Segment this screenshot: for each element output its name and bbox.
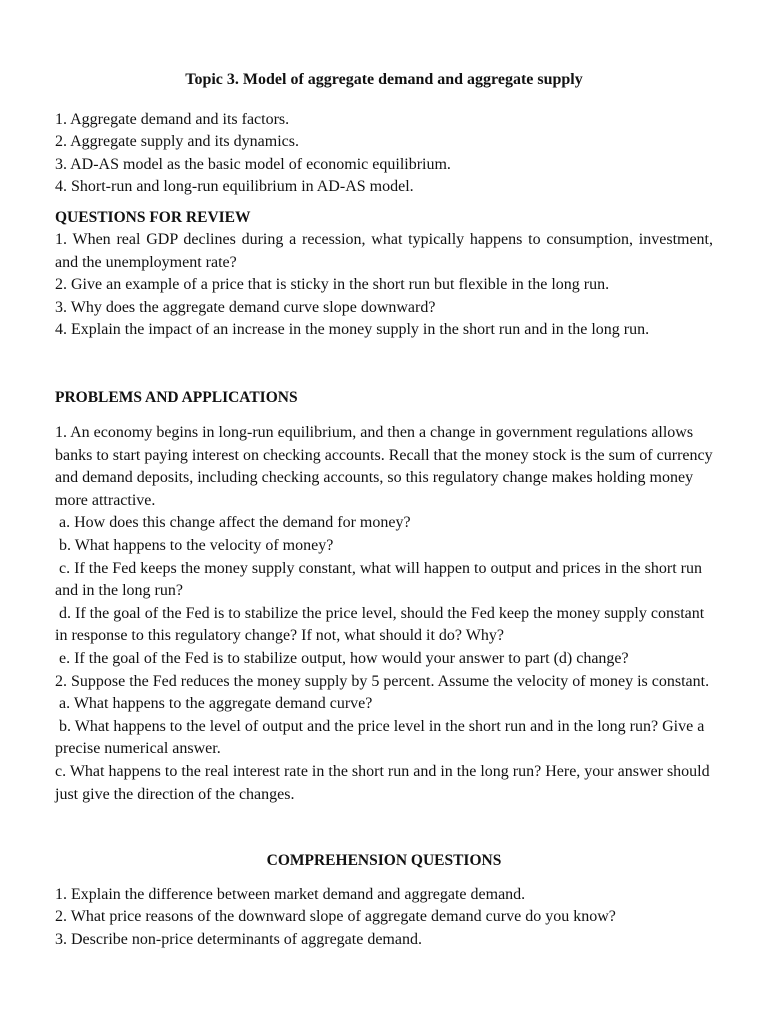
problem-1c: c. If the Fed keeps the money supply constant, what will happen to output and prices in the short run and in the long run? [55,559,706,600]
topic-item: 1. Aggregate demand and its factors. [55,111,290,128]
review-question: 4. Explain the impact of an increase in the money supply in the short run and in the long run. [55,321,650,339]
topic-list [55,109,713,198]
problem-1: 1. An economy begins in long-run equilibrium, and then a change in government regulations allows banks to start paying interest on checking accounts. Recall that the money stock is the sum of currency and demand deposits, including checking accounts, so this regulatory change makes holding money more attractive. [55,424,713,509]
comprehension-question: 2. What price reasons of the downward slope of aggregate demand curve do you know? [55,908,616,926]
problem-2b: b. What happens to the level of output and the price level in the short run and in the long run? Give a precise numerical answer. [55,717,709,758]
review-question: 1. When real GDP declines during a recession, what typically happens to consumption, investment, and the unemployment rate? [55,231,713,271]
comprehension-list [55,884,713,951]
topic-item: 2. Aggregate supply and its dynamics. [55,133,299,151]
review-section [55,208,713,342]
topic-item: 3. AD-AS model as the basic model of economic equilibrium. [55,155,451,173]
comprehension-heading: COMPREHENSION QUESTIONS [266,852,502,869]
review-heading: QUESTIONS FOR REVIEW [55,209,251,226]
comprehension-question: 3. Describe non-price determinants of aggregate demand. [55,930,422,948]
comprehension-section [55,851,713,871]
problem-2c: c. What happens to the real interest rate in the short run and in the long run? Here, your answer should just give the direction of the changes. [55,762,710,803]
problems-body [55,422,713,806]
problem-2: 2. Suppose the Fed reduces the money supply by 5 percent. Assume the velocity of money is constant. [55,672,710,690]
review-question: 3. Why does the aggregate demand curve slope downward? [55,298,436,316]
problem-1b: b. What happens to the velocity of money? [55,536,334,554]
comprehension-question: 1. Explain the difference between market demand and aggregate demand. [55,886,526,903]
page-title: Topic 3. Model of aggregate demand and aggregate supply [185,71,583,88]
problems-section [55,388,713,408]
problems-heading: PROBLEMS AND APPLICATIONS [55,389,298,406]
review-question: 2. Give an example of a price that is sticky in the short run but flexible in the long run. [55,276,610,294]
problem-2a: a. What happens to the aggregate demand curve? [55,695,373,713]
problem-1e: e. If the goal of the Fed is to stabilize output, how would your answer to part (d) change? [55,649,629,667]
problem-1a: a. How does this change affect the demand for money? [55,514,411,532]
topic-item: 4. Short-run and long-run equilibrium in AD-AS model. [55,177,414,195]
problem-1d: d. If the goal of the Fed is to stabilize the price level, should the Fed keep the money supply constant in response to this regulatory change? If not, what should it do? Why? [55,604,709,645]
